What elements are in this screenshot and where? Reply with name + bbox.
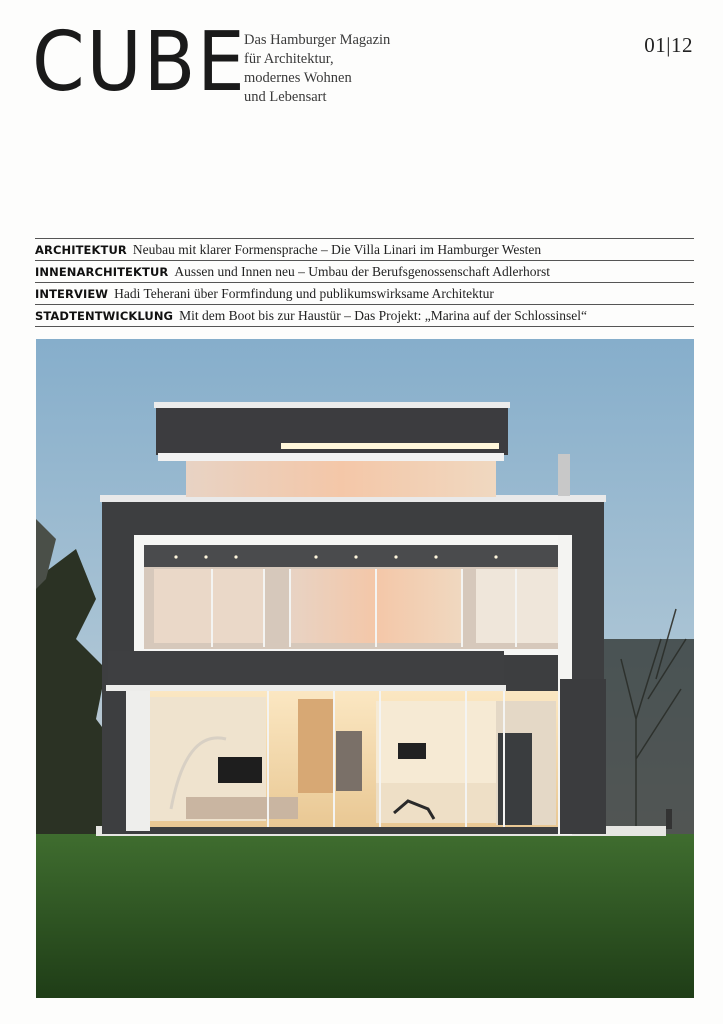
toc-row-architektur xyxy=(35,239,694,261)
toc-headline: Mit dem Boot bis zur Haustür – Das Projekt: „Marina auf der Schlossinsel“ xyxy=(179,307,588,323)
toc-row-stadtentwicklung xyxy=(35,305,694,327)
toc-headline: Aussen und Innen neu – Umbau der Berufsgenossenschaft Adlerhorst xyxy=(174,263,551,279)
issue-number: 01|12 xyxy=(644,33,693,57)
toc-headline: Neubau mit klarer Formensprache – Die Villa Linari im Hamburger Westen xyxy=(132,241,542,257)
tagline-line: Das Hamburger Magazin xyxy=(244,32,391,48)
cover-photo-villa xyxy=(36,339,694,998)
toc-category: INNENARCHITEKTUR xyxy=(35,264,169,279)
magazine-logo: CUBE xyxy=(32,15,247,110)
magazine-tagline xyxy=(244,31,390,107)
tagline-line: und Lebensart xyxy=(244,89,327,105)
toc-row-innenarchitektur xyxy=(35,261,694,283)
tagline-line: für Architektur, xyxy=(244,51,334,67)
toc-headline: Hadi Teherani über Formfindung und publikumswirksame Architektur xyxy=(114,285,494,301)
toc-category: STADTENTWICKLUNG xyxy=(35,308,174,323)
toc-category: INTERVIEW xyxy=(35,286,109,301)
sofa xyxy=(186,797,298,819)
tagline-line: modernes Wohnen xyxy=(244,70,352,86)
lawn xyxy=(36,834,694,998)
toc-row-interview xyxy=(35,283,694,305)
toc-category: ARCHITEKTUR xyxy=(35,242,127,257)
table-of-contents xyxy=(35,238,694,327)
